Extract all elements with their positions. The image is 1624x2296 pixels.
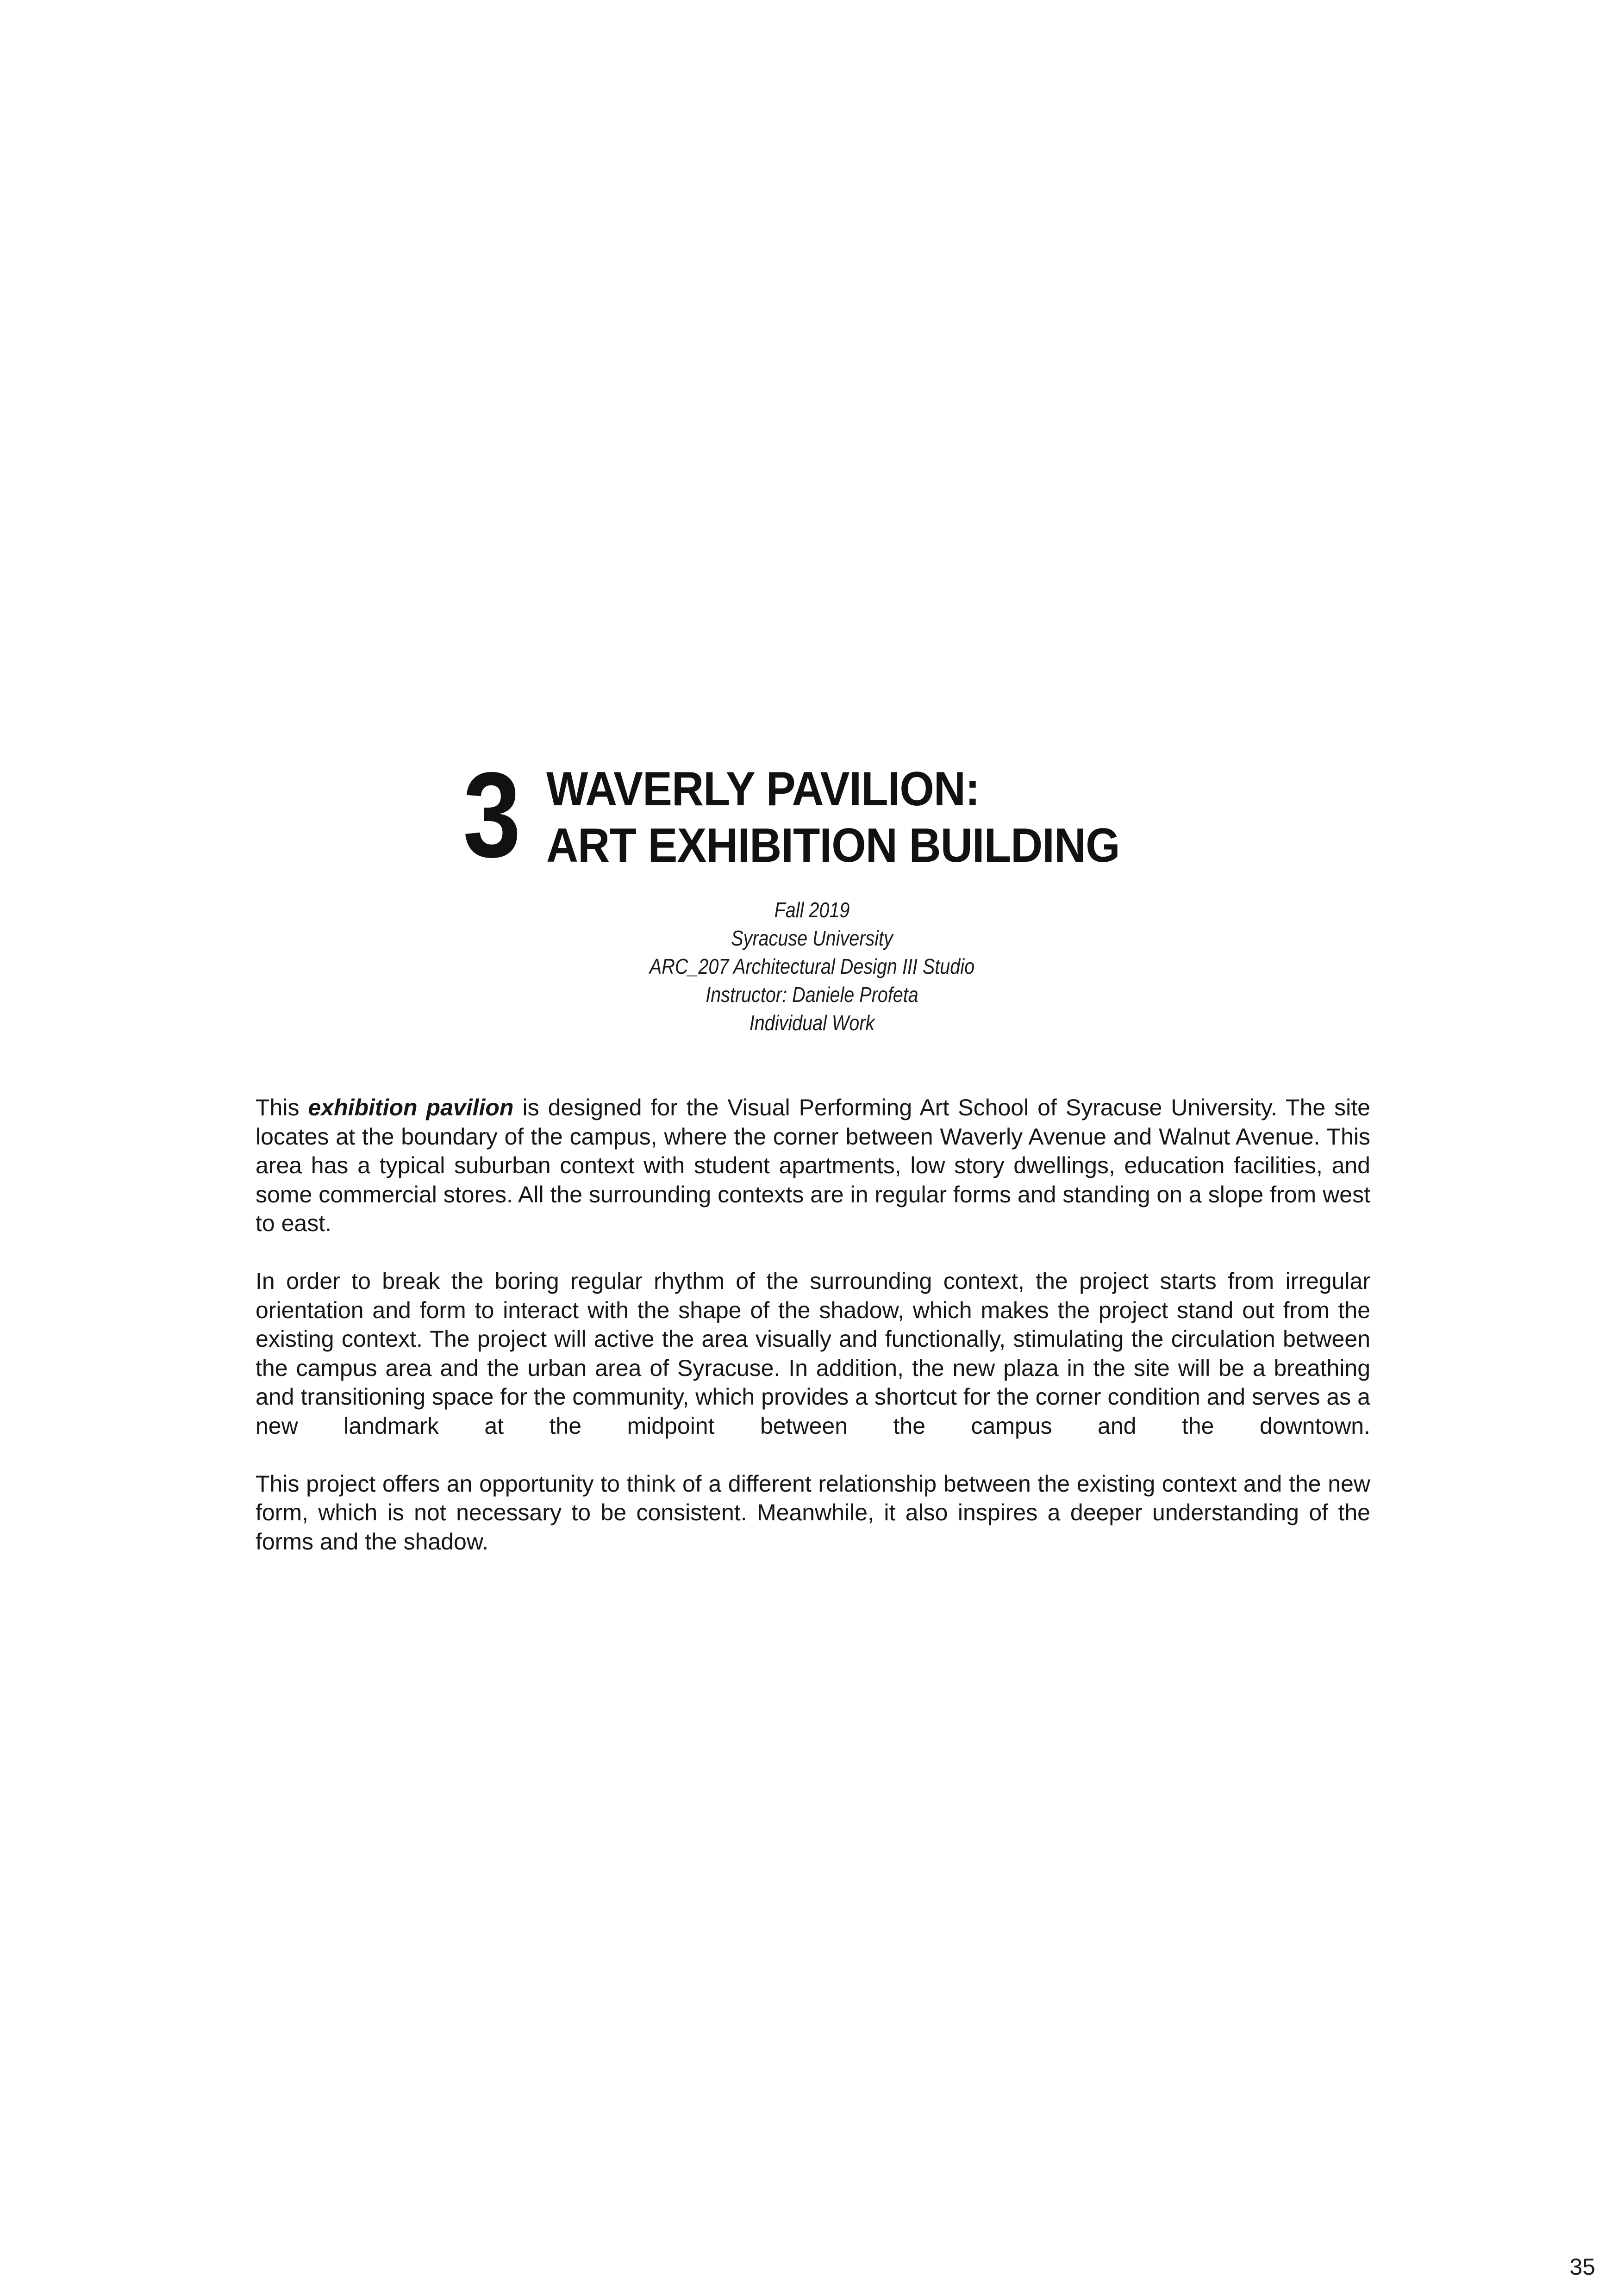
paragraph-1-lead: This [256, 1095, 308, 1120]
title-line-1: WAVERLY PAVILION: [546, 762, 980, 816]
title-line-2: ART EXHIBITION BUILDING [546, 819, 1120, 872]
credit-work-type: Individual Work [749, 1011, 875, 1035]
description-paragraph-1 [256, 1093, 1370, 1238]
section-number: 3 [463, 747, 519, 883]
paragraph-1-emphasis: exhibition pavilion [308, 1095, 514, 1120]
description-paragraph-3: This project offers an opportunity to think of a different relationship between the existing context and the new form, which is not necessary to be consistent. Meanwhile, it also inspires a deeper understanding of the forms and the shadow. [256, 1470, 1370, 1555]
credit-school: Syracuse University [731, 926, 893, 950]
project-description [256, 1093, 1370, 1585]
paragraph-1-rest: is designed for the Visual Performing Art School of Syracuse University. The site locates at the boundary of the campus, where the corner between Waverly Avenue and Walnut Avenue. This area has a typical suburban context with student apartments, low story dwellings, education facilities, and some commercial stores. All the surrounding contexts are in regular forms and standing on a slope from west to east. [256, 1095, 1370, 1236]
credit-term: Fall 2019 [774, 898, 850, 922]
description-paragraph-2: In order to break the boring regular rhythm of the surrounding context, the project starts from irregular orientation and form to interact with the shape of the shadow, which makes the project stand out from the existing context. The project will active the area visually and functionally, stimulating the circulation between the campus area and the urban area of Syracuse. In addition, the new plaza in the site will be a breathing and transitioning space for the community, which provides a shortcut for the corner condition and serves as a new landmark at the midpoint between the campus and the downtown. [256, 1268, 1370, 1439]
page-title [546, 761, 1120, 874]
credit-course: ARC_207 Architectural Design III Studio [649, 954, 975, 978]
section-title-block [463, 747, 1250, 883]
credit-instructor: Instructor: Daniele Profeta [706, 983, 918, 1007]
page-number: 35 [1569, 2254, 1595, 2280]
project-credits [604, 896, 1020, 1037]
